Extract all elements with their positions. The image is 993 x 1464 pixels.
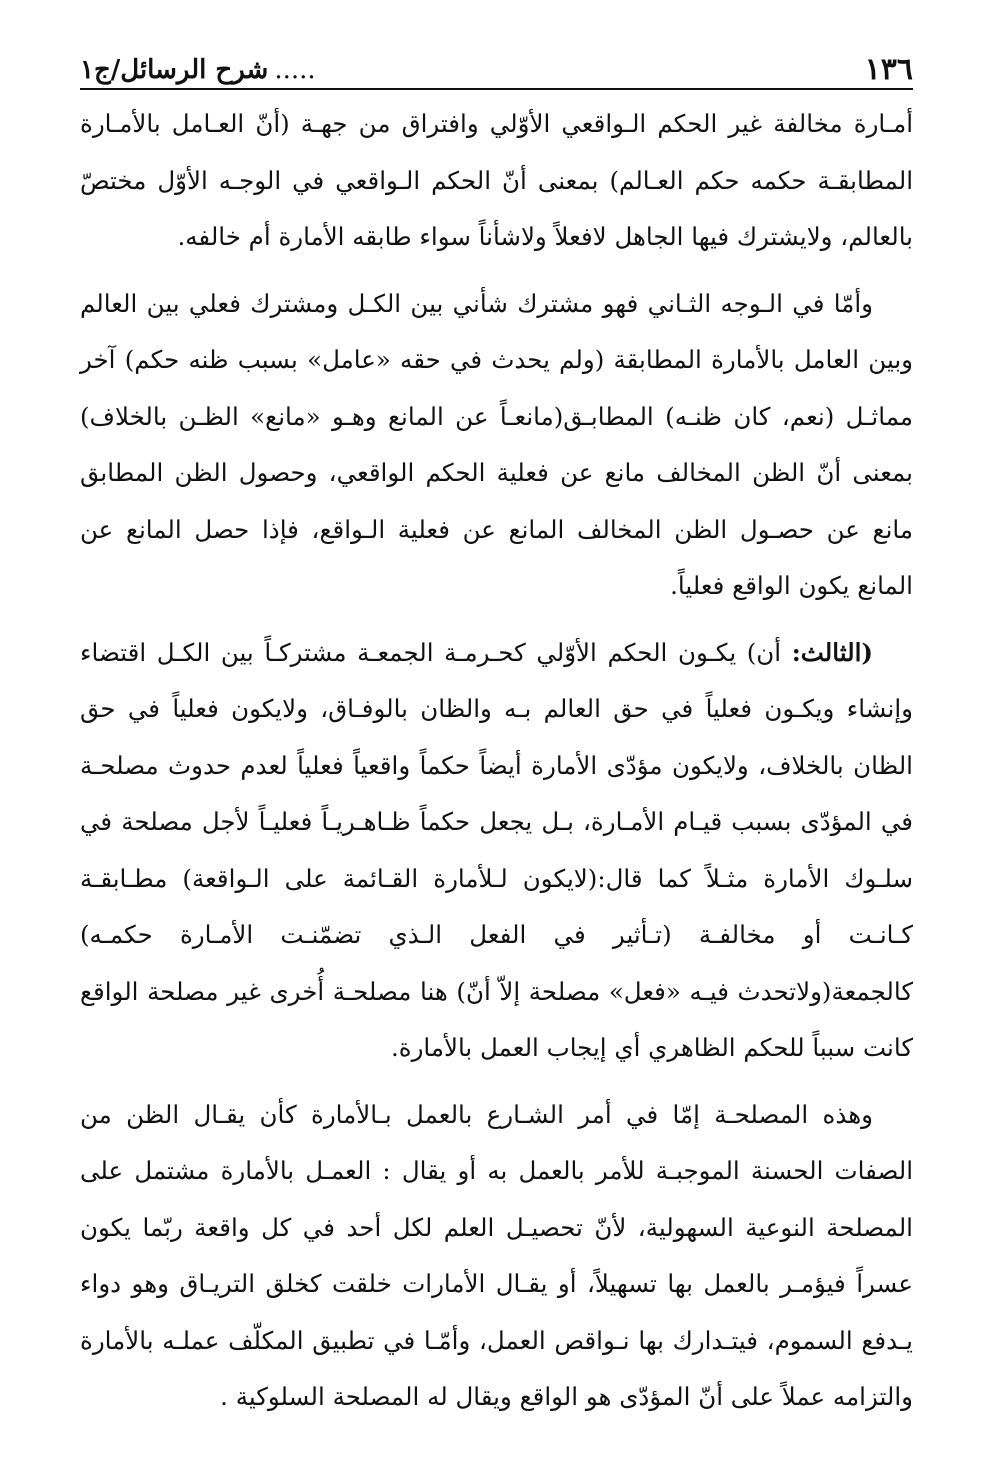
page-body (80, 96, 913, 1436)
paragraph-3-text: أن) يكـون الحكم الأوّلي كحـرمـة الجمعـة مشتركـاً بين الكـل اقتضاء وإنشاء ويكـون فعلياً في حق العالم بـه والظان بالوفـاق، ولايكون فعلياً في حق الظان بالخلاف، ولايكون مؤدّى الأمارة أيضاً حكماً واقعياً فعلياً لعدم حدوث مصلحـة في المؤدّى بسبب قيـام الأمـارة، بـل يجعل حكماً ظـاهـريـاً فعليـاً لأجل مصلحة في سلـوك الأمارة مثـلاً كما قال:(لايكون لـلأمارة القـائمة على الـواقعة) مطـابقـة كـانـت أو مخالفـة (تـأثير في الفعل الـذي تضمّنـت الأمـارة حكمـه) كالجمعة(ولاتحدث فيـه «فعل» مصلحة إلاّ أنّ) هنا مصلحـة أُخرى غير مصلحة الواقع كانت سبباً للحكم الظاهري أي إيجاب العمل بالأمارة. (80, 637, 913, 1062)
running-title (80, 50, 316, 90)
page-number: ١٣٦ (864, 52, 913, 87)
header-rule (80, 88, 913, 90)
paragraph-1: أمـارة مخالفة غير الحكم الـواقعي الأوّلي وافتراق من جهـة (أنّ العـامل بالأمـارة المطابقـة حكمه حكم العـالم) بمعنى أنّ الحكم الـواقعي في الوجـه الأوّل مختصّ بالعالم، ولايشترك فيها الجاهل لافعلاً ولاشأناً سواء طابقه الأمارة أم خالفه. (80, 109, 913, 251)
paragraph-2: وأمّا في الـوجه الثـاني فهو مشترك شأني بين الكـل ومشترك فعلي بين العالم وبين العامل بالأمارة المطابقة (ولم يحدث في حقه «عامل» بسبب ظنه حكم) آخر مماثـل (نعم، كان ظنـه) المطابـق(مانعـاً عن المانع وهـو «مانع» الظـن بالخلاف) بمعنى أنّ الظن المخالف مانع عن فعلية الحكم الواقعي، وحصول الظن المطابق مانع عن حصـول الظن المخالف المانع عن فعلية الـواقع، فإذا حصل المانع عن المانع يكون الواقع فعلياً. (80, 288, 913, 600)
page-header (80, 40, 913, 90)
running-title-text: شرح الرسائل/ج١ (80, 55, 269, 85)
section-lead: (الثالث: (791, 637, 873, 667)
paragraph-4: وهذه المصلحـة إمّا في أمر الشـارع بالعمل بـالأمارة كأن يقـال الظن من الصفات الحسنة الموجبـة للأمر بالعمل به أو يقال : العمـل بالأمارة مشتمل على المصلحة النوعية السهولية، لأنّ تحصيـل العلم لكل أحد في كل واقعة ربّما يكون عسراً فيؤمـر بالعمل بها تسهيلاً، أو يقـال الأمارات خلقت كخلق التريـاق وهو دواء يـدفع السموم، فيتـدارك بها نـواقص العمل، وأمّـا في تطبيق المكلّف عملـه بالأمارة والتزامه عملاً على أنّ المؤدّى هو الواقع ويقال له المصلحة السلوكية . (80, 1099, 913, 1411)
leader-dots: ..... (274, 55, 316, 85)
paragraph-3 (80, 625, 913, 1077)
